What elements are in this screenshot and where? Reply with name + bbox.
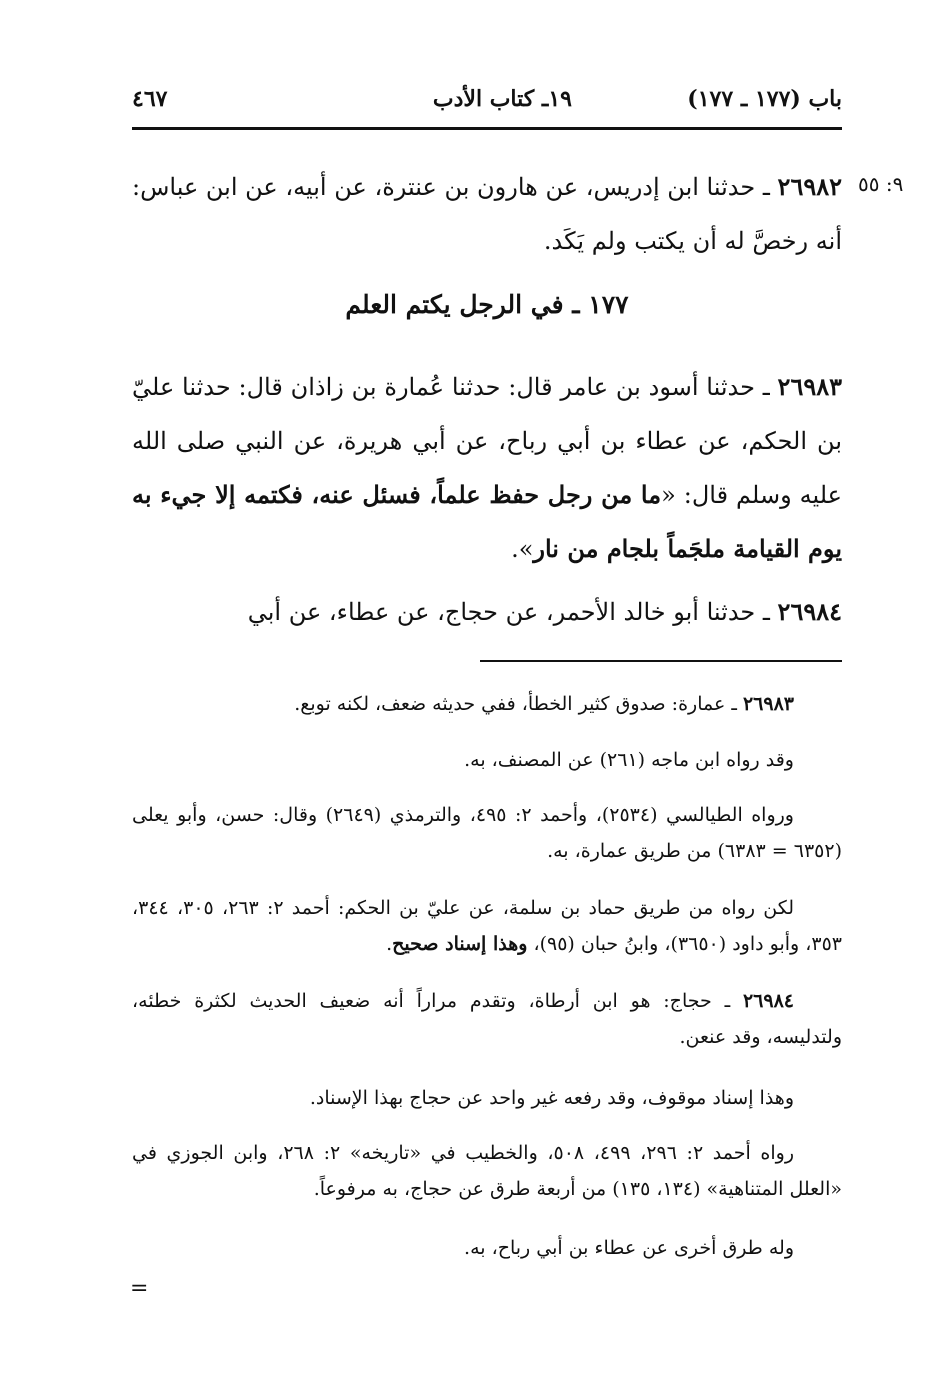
header-book-title: ١٩ـ كتاب الأدب xyxy=(432,86,572,112)
running-header xyxy=(132,80,842,124)
page-number: ٤٦٧ xyxy=(132,86,168,112)
footnote-26984 xyxy=(132,983,842,1055)
footnote-text: ـ عمارة: صدوق كثير الخطأ، ففي حديثه ضعف، لكنه توبع. xyxy=(294,693,743,715)
hadith-text: ـ حدثنا ابن إدريس، عن هارون بن عنترة، عن أبيه، عن ابن عباس: أنه رخصَّ له أن يكتب ولم يَكَد. xyxy=(132,173,842,255)
footnote-number: ٢٦٩٨٤ xyxy=(742,990,794,1012)
hadith-number: ٢٦٩٨٣ xyxy=(777,372,842,401)
footnote-separator xyxy=(480,660,842,662)
footnote-bold-text: وهذا إسناد صحيح xyxy=(392,933,528,955)
footnote-text: ـ حجاج: هو ابن أرطاة، وتقدم مراراً أنه ضعيف الحديث لكثرة خطئه، ولتدليسه، وقد عنعن. xyxy=(132,990,842,1048)
footnote-paragraph: وهذا إسناد موقوف، وقد رفعه غير واحد عن حجاج بهذا الإسناد. xyxy=(309,1087,794,1109)
header-chapter-range: باب (١٧٧ ـ ١٧٧) xyxy=(687,86,842,112)
footnote-26983 xyxy=(132,686,842,722)
margin-reference: ٩: ٥٥ xyxy=(858,172,904,196)
footnote-paragraph xyxy=(132,890,842,962)
footnote-paragraph: رواه أحمد ٢: ٢٩٦، ٤٩٩، ٥٠٨، والخطيب في «تاريخه» ٢: ٢٦٨، وابن الجوزي في «العلل المتناهية» (١٣٤، ١٣٥) من أربعة طرق عن حجاج، به مرفوعاً. xyxy=(132,1142,842,1200)
hadith-text: ـ حدثنا أبو خالد الأحمر، عن حجاج، عن عطاء، عن أبي xyxy=(247,598,778,626)
footnote-number: ٢٦٩٨٣ xyxy=(742,693,794,715)
header-rule xyxy=(132,127,842,130)
hadith-number: ٢٦٩٨٤ xyxy=(777,597,842,626)
hadith-26982 xyxy=(132,160,842,268)
hadith-number: ٢٦٩٨٢ xyxy=(777,172,842,201)
footnote-text: لكن رواه من طريق حماد بن سلمة، عن عليّ بن الحكم: أحمد ٢: ٢٦٣، ٣٠٥، ٣٤٤، ٣٥٣، وأبو داود (٣٦٥٠)، وابنُ حبان (٩٥)، xyxy=(132,897,842,955)
hadith-26984 xyxy=(132,585,842,639)
footnote-text-end: . xyxy=(386,933,393,955)
continuation-mark: = xyxy=(130,1276,149,1301)
footnote-paragraph: وله طرق أخرى عن عطاء بن أبي رباح، به. xyxy=(464,1237,794,1259)
hadith-26983 xyxy=(132,360,842,576)
footnote-paragraph: وقد رواه ابن ماجه (٢٦١) عن المصنف، به. xyxy=(464,749,794,771)
hadith-matn-bold: ما من رجل حفظ علماً، فسئل عنه، فكتمه إلا جيء به يوم القيامة ملجَماً بلجام من نار xyxy=(132,480,842,563)
chapter-title: ١٧٧ ـ في الرجل يكتم العلم xyxy=(345,290,629,319)
footnote-paragraph: ورواه الطيالسي (٢٥٣٤)، وأحمد ٢: ٤٩٥، والترمذي (٢٦٤٩) وقال: حسن، وأبو يعلى (٦٣٥٢ = ٦٣٨٣) من طريق عمارة، به. xyxy=(132,804,842,862)
hadith-text-end: ». xyxy=(511,535,534,563)
hadith-text: ـ حدثنا أسود بن عامر قال: حدثنا عُمارة بن زاذان قال: حدثنا عليّ بن الحكم، عن عطاء بن أبي رباح، عن أبي هريرة، عن النبي صلى الله عليه وسلم قال: « xyxy=(132,373,843,509)
